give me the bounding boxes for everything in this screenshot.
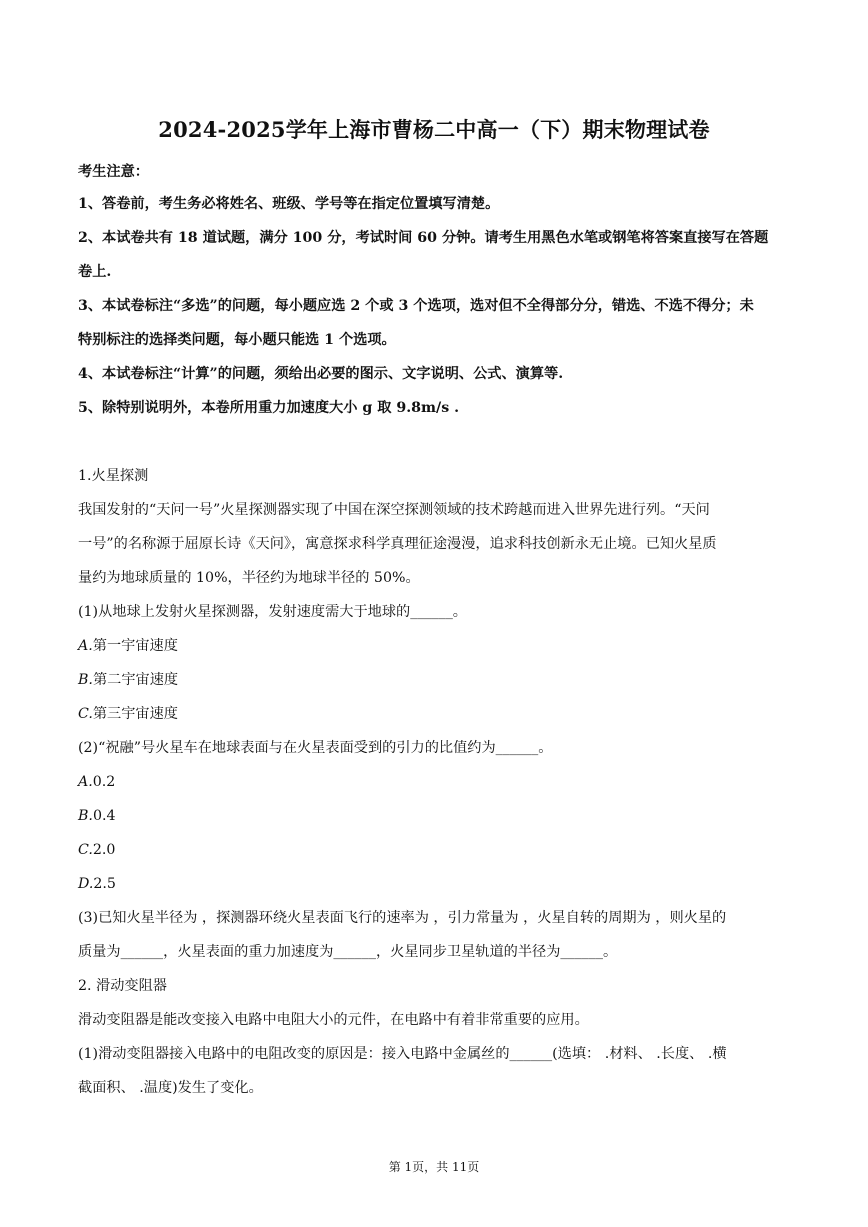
option-c [78, 840, 115, 860]
option-letter: B. [78, 808, 93, 824]
option-letter: C. [78, 706, 93, 722]
option-letter: A. [78, 638, 93, 654]
option-c [78, 704, 178, 724]
question-1-sub-3: (3)已知火星半径为 ，探测器环绕火星表面飞行的速率为 ，引力常量为 ，火星自转的周期为 ，则火星的 [78, 910, 727, 926]
option-text: 第二宇宙速度 [92, 672, 179, 688]
option-text: 0.2 [92, 774, 116, 790]
question-1-passage-line: 一号”的名称源于屈原长诗《天问》，寓意探求科学真理征途漫漫，追求科技创新永无止境。已知火星质 [78, 536, 717, 552]
option-letter: A. [78, 774, 93, 790]
notice-item: 2、本试卷共有 18 道试题，满分 100 分，考试时间 60 分钟。请考生用黑色水笔或钢笔将答案直接写在答题 [78, 230, 769, 246]
option-text: 2.5 [93, 876, 116, 892]
option-text: 第一宇宙速度 [92, 638, 178, 654]
question-2-intro: 滑动变阻器是能改变接入电路中电阻大小的元件，在电路中有着非常重要的应用。 [78, 1012, 589, 1028]
page-title: 2024-2025学年上海市曹杨二中高一（下）期末物理试卷 [158, 117, 710, 142]
option-letter: D. [78, 876, 94, 892]
question-2-sub-1: (1)滑动变阻器接入电路中的电阻改变的原因是：接入电路中金属丝的______(选填： .材料、 .长度、 .横 [78, 1046, 727, 1062]
option-text: 0.4 [92, 808, 116, 824]
question-1-title: 1.火星探测 [78, 468, 149, 484]
notice-item: 5、除特别说明外，本卷所用重力加速度大小 g 取 9.8m/s . [78, 400, 460, 416]
option-text: 2.0 [92, 842, 116, 858]
question-2-title: 2. 滑动变阻器 [78, 978, 167, 994]
question-1-sub-3-cont: 质量为______，火星表面的重力加速度为______，火星同步卫星轨道的半径为______。 [78, 944, 618, 960]
option-b [78, 670, 178, 690]
notice-item: 4、本试卷标注“计算”的问题，须给出必要的图示、文字说明、公式、演算等. [78, 366, 564, 382]
notice-item: 特别标注的选择类问题，每小题只能选 1 个选项。 [78, 332, 396, 348]
option-text: 第三宇宙速度 [92, 706, 178, 722]
notice-item: 3、本试卷标注“多选”的问题，每小题应选 2 个或 3 个选项，选对但不全得部分分，错选、不选不得分；未 [78, 298, 754, 314]
question-1-passage-line: 我国发射的“天问一号”火星探测器实现了中国在深空探测领域的技术跨越而进入世界先进行列。“天问 [78, 502, 710, 518]
page-footer: 第 1页，共 11页 [388, 1160, 480, 1174]
option-a [78, 772, 115, 792]
option-b [78, 806, 116, 826]
notice-item: 卷上. [78, 264, 112, 280]
option-letter: B. [78, 672, 93, 688]
question-1-passage-line: 量约为地球质量的 10%，半径约为地球半径的 50%。 [78, 570, 420, 586]
option-letter: C. [78, 842, 93, 858]
question-2-sub-1-cont: 截面积、 .温度)发生了变化。 [78, 1080, 263, 1096]
notice-heading: 考生注意： [78, 164, 149, 180]
option-d [78, 874, 116, 894]
question-1-sub-2: (2)“祝融”号火星车在地球表面与在火星表面受到的引力的比值约为______。 [78, 740, 553, 756]
question-1-sub-1: (1)从地球上发射火星探测器，发射速度需大于地球的______。 [78, 604, 467, 620]
option-a [78, 636, 178, 656]
notice-item: 1、答卷前，考生务必将姓名、班级、学号等在指定位置填写清楚。 [78, 196, 500, 212]
